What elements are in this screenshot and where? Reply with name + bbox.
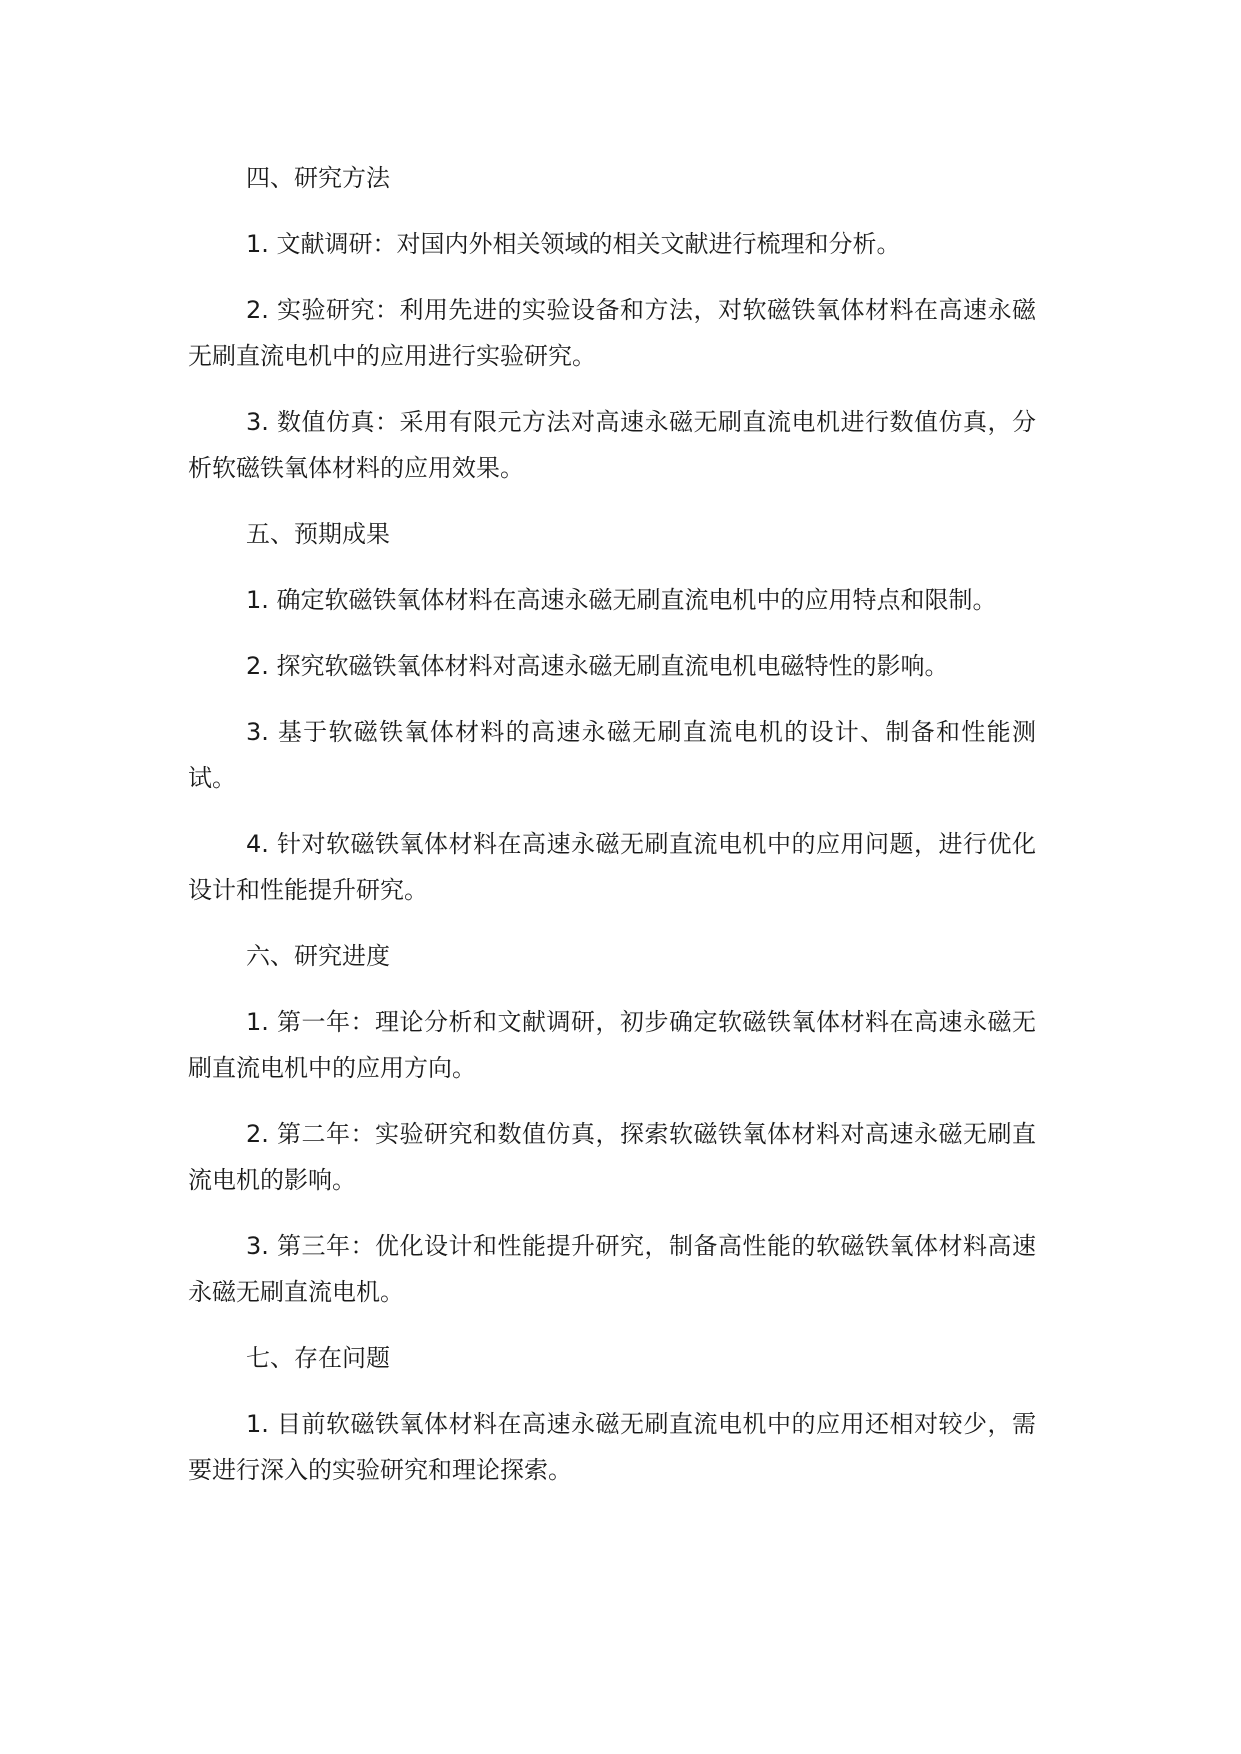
section-heading-expected-results: 五、预期成果	[246, 520, 390, 548]
section-heading-research-methods: 四、研究方法	[246, 164, 390, 192]
paragraph: 1. 文献调研：对国内外相关领域的相关文献进行梳理和分析。	[246, 230, 901, 258]
paragraph: 4. 针对软磁铁氧体材料在高速永磁无刷直流电机中的应用问题，进行优化设计和性能提升研究。	[188, 830, 1036, 904]
paragraph: 3. 数值仿真：采用有限元方法对高速永磁无刷直流电机进行数值仿真，分析软磁铁氧体材料的应用效果。	[188, 408, 1036, 482]
section-heading-research-schedule: 六、研究进度	[246, 942, 390, 970]
section-heading-existing-problems: 七、存在问题	[246, 1344, 390, 1372]
paragraph: 2. 实验研究：利用先进的实验设备和方法，对软磁铁氧体材料在高速永磁无刷直流电机中的应用进行实验研究。	[188, 296, 1036, 370]
document-body	[188, 155, 1036, 1513]
paragraph: 1. 确定软磁铁氧体材料在高速永磁无刷直流电机中的应用特点和限制。	[246, 586, 997, 614]
paragraph: 2. 探究软磁铁氧体材料对高速永磁无刷直流电机电磁特性的影响。	[246, 652, 949, 680]
paragraph: 2. 第二年：实验研究和数值仿真，探索软磁铁氧体材料对高速永磁无刷直流电机的影响。	[188, 1120, 1036, 1194]
paragraph: 1. 目前软磁铁氧体材料在高速永磁无刷直流电机中的应用还相对较少，需要进行深入的实验研究和理论探索。	[188, 1410, 1036, 1484]
paragraph: 3. 基于软磁铁氧体材料的高速永磁无刷直流电机的设计、制备和性能测试。	[188, 718, 1036, 792]
paragraph: 1. 第一年：理论分析和文献调研，初步确定软磁铁氧体材料在高速永磁无刷直流电机中的应用方向。	[188, 1008, 1036, 1082]
paragraph: 3. 第三年：优化设计和性能提升研究，制备高性能的软磁铁氧体材料高速永磁无刷直流电机。	[188, 1232, 1036, 1306]
